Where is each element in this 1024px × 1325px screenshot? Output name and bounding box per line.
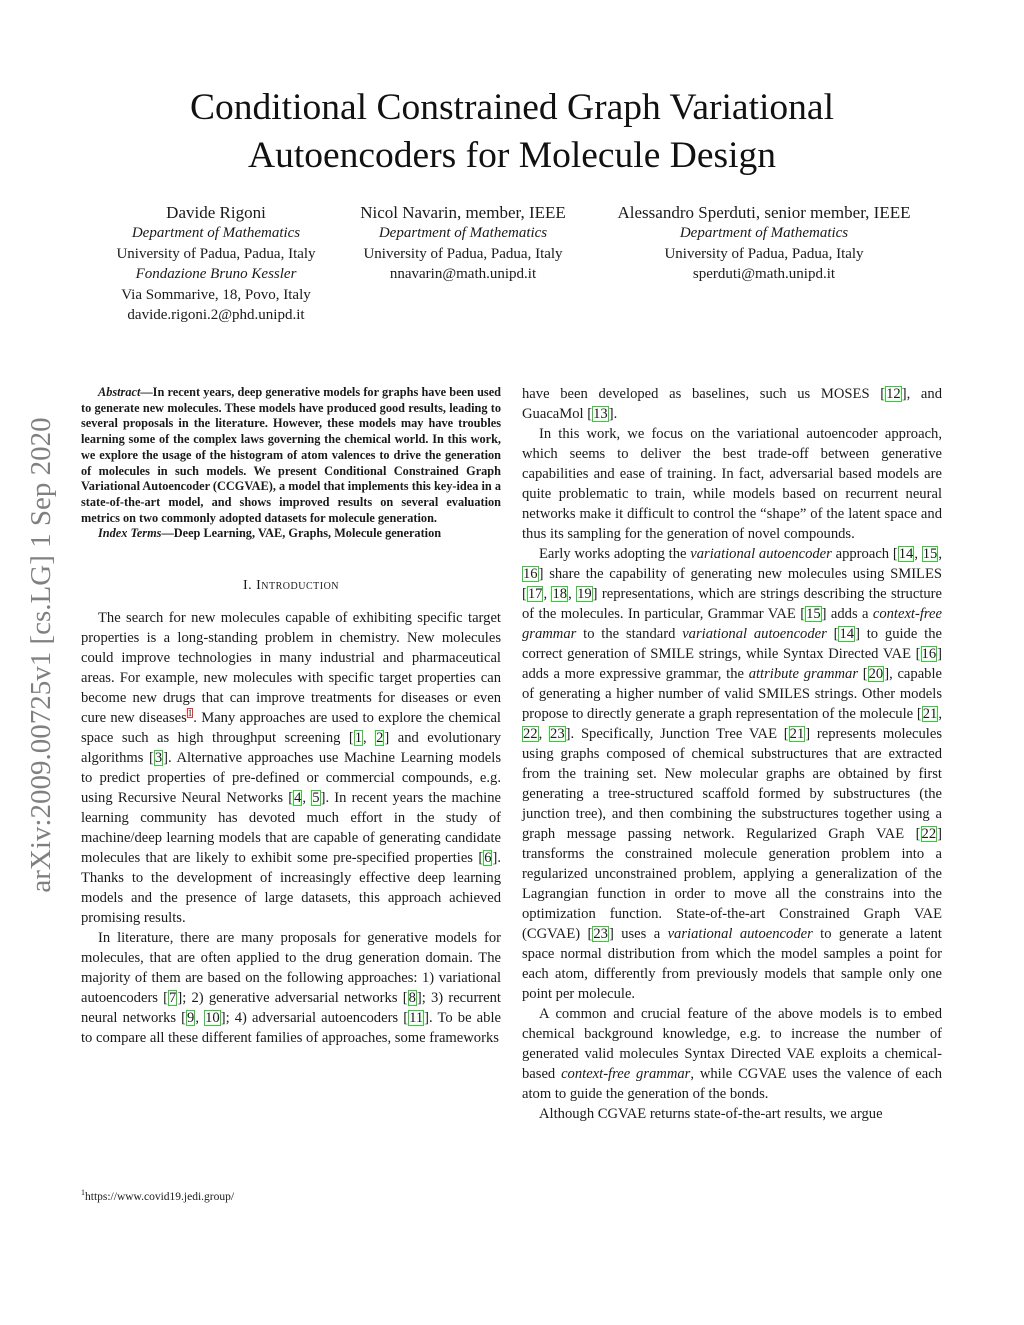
citation-link[interactable]: 3: [154, 750, 163, 767]
paragraph-text: ]; 4) adversarial autoencoders [: [220, 1010, 409, 1027]
paragraph-text: ,: [195, 1010, 205, 1027]
author-affiliation: University of Padua, Padua, Italy: [116, 245, 316, 262]
citation-link[interactable]: 9: [187, 1010, 195, 1027]
paragraph-text: ,: [538, 726, 550, 742]
author-email[interactable]: nnavarin@math.unipd.it: [389, 266, 537, 282]
paragraph-text: ,: [568, 586, 577, 602]
paragraph-text: ,: [302, 790, 312, 807]
abstract-label: Abstract: [98, 385, 141, 399]
section-number: I.: [242, 578, 253, 594]
author-affiliation: University of Padua, Padua, Italy: [664, 245, 864, 262]
citation-link[interactable]: 20: [868, 666, 884, 682]
index-terms-text: —Deep Learning, VAE, Graphs, Molecule generation: [161, 526, 442, 541]
paragraph-text: to generate a latent space normal distribution from which the model samples a point for each atom, differently from previously models that sample only one point per molecule.: [522, 926, 942, 1002]
abstract-text: —In recent years, deep generative models for graphs have been used to generate new molecules. These models have produced good results, leading to several proposals in the literature. However, these models may have troubles learning some of the complex laws governing the chemical world. In this work, we explore the usage of the histogram of atom valences to drive the generation of molecules in such models. We present Conditional Constrained Graph Variational Autoencoder (CCGVAE), a model that implements this key-idea in a state-of-the-art model, and shows improved results on several evaluation metrics on two commonly adopted datasets for molecule generation.: [81, 385, 501, 525]
paragraph-text: ] transforms the constrained molecule generation problem into a regularized unconstrained problem, applying a generalization of the Lagrangian function in order to move all the constrains into the optimization function. State-of-the-art Constrained Graph VAE (CGVAE) [: [522, 826, 942, 942]
citation-link[interactable]: 12: [886, 386, 901, 402]
author-affiliation-2: Fondazione Bruno Kessler: [135, 266, 297, 282]
citation-link[interactable]: 23: [550, 726, 565, 742]
paragraph-text: ]. Alternative approaches use Machine Learning models to predict properties of pre-defined or commercial compounds, e.g. using Recursive Neural Networks [: [81, 750, 501, 807]
emphasis: attribute grammar: [748, 666, 859, 682]
citation-link[interactable]: 7: [169, 990, 177, 1007]
citation-link[interactable]: 2: [376, 730, 384, 747]
paragraph-text: ]. Thanks to the development of increasingly effective deep learning models and the presence of large datasets, this approach achieved promising results.: [81, 850, 501, 927]
citation-link[interactable]: 18: [552, 586, 568, 602]
paragraph-text: [: [826, 626, 839, 642]
citation-link[interactable]: 16: [523, 566, 538, 582]
paragraph-text: ,: [914, 546, 922, 562]
paper-title: [0, 84, 1024, 180]
paragraph-text: . Many approaches are used to explore the chemical space such as high throughput screening [: [81, 710, 501, 747]
citation-link[interactable]: 15: [806, 606, 821, 622]
paragraph-text: ,: [543, 586, 552, 602]
emphasis: context-free grammar: [561, 1066, 691, 1082]
paragraph-text: ,: [363, 730, 376, 747]
paragraph-text: ,: [938, 546, 942, 562]
citation-link[interactable]: 22: [921, 826, 937, 842]
citation-link[interactable]: 22: [523, 726, 538, 742]
paragraph-text: ]; 3) recurrent neural networks [: [81, 990, 501, 1027]
title-line: Conditional Constrained Graph Variational: [190, 87, 834, 128]
paragraph-text: ]. To be able to compare all these different families of approaches, some frameworks: [81, 1010, 501, 1047]
emphasis: context-free grammar: [522, 606, 942, 642]
citation-link[interactable]: 11: [409, 1010, 424, 1027]
paragraph-text: ] represents molecules using graphs composed of chemical substructures that are extracted from the training set. New molecular graphs are obtained by first generating a tree-structured scaffold formed by substructures (the junction tree), and then combining the substructures together using a graph message passing network. Regularized Graph VAE [: [522, 726, 943, 842]
paragraph-text: ] adds a: [821, 606, 873, 622]
emphasis: variational autoencoder: [690, 546, 832, 562]
footnote-mark: 1: [81, 1188, 85, 1197]
author-block-2: [338, 202, 588, 285]
intro-paragraph-1: [81, 608, 501, 928]
paragraph-text: ] adds a more expressive grammar, the: [522, 646, 942, 682]
paragraph-text: ], capable of generating a higher number of valid SMILES strings. Other models propose to directly generate a graph representation of the molecule [: [522, 666, 943, 722]
paragraph-text: have been developed as baselines, such us MOSES [: [522, 386, 886, 402]
footnote-link[interactable]: 1: [187, 708, 193, 719]
paragraph-text: ].: [608, 406, 618, 422]
paragraph-text: ] share the capability of generating new molecules using SMILES [: [522, 566, 942, 602]
continued-paragraph: [522, 384, 942, 424]
author-name: Alessandro Sperduti, senior member, IEEE: [617, 203, 911, 222]
footnote-url[interactable]: https://www.covid19.jedi.group/: [85, 1190, 235, 1203]
paragraph-text: to the standard: [576, 626, 683, 642]
citation-link[interactable]: 16: [921, 646, 937, 662]
paragraph-text: ], and GuacaMol [: [522, 386, 942, 422]
citation-link[interactable]: 6: [484, 850, 492, 867]
paragraph-early-works: [522, 544, 942, 1004]
footnote: [81, 1185, 234, 1205]
paragraph-text: ]; 2) generative adversarial networks [: [177, 990, 408, 1007]
citation-link[interactable]: 21: [789, 726, 805, 742]
paragraph-text: ] to guide the correct generation of SMILE strings, while Syntax Directed VAE [: [522, 626, 942, 662]
citation-link[interactable]: 17: [527, 586, 543, 602]
abstract: [81, 385, 501, 542]
citation-link[interactable]: 19: [577, 586, 592, 602]
paragraph-text: In literature, there are many proposals for generative models for molecules, that are often applied to the drug generation domain. The majority of them are based on the following approaches: 1) variational autoencoders [: [81, 930, 501, 1007]
paragraph-text: ]. In recent years the machine learning community has devoted much effort in the study of machine/deep learning models that are capable of generating candidate molecules that are likely to exhibit some pre-specified properties [: [81, 790, 501, 867]
paragraph-text: ,: [938, 706, 942, 722]
citation-link[interactable]: 5: [312, 790, 320, 807]
author-name: Davide Rigoni: [166, 203, 266, 222]
author-department: Department of Mathematics: [679, 225, 849, 241]
citation-link[interactable]: 15: [922, 546, 938, 562]
author-affiliation: University of Padua, Padua, Italy: [363, 245, 563, 262]
author-email[interactable]: sperduti@math.unipd.it: [692, 266, 836, 282]
citation-link[interactable]: 14: [839, 626, 855, 642]
paragraph-text: ] and evolutionary algorithms [: [81, 730, 501, 767]
citation-link[interactable]: 13: [593, 406, 608, 422]
paragraph-text: [: [858, 666, 868, 682]
citation-link[interactable]: 23: [593, 926, 608, 942]
right-column: [522, 384, 942, 1124]
paragraph-common-feature: [522, 1004, 942, 1104]
author-email[interactable]: davide.rigoni.2@phd.unipd.it: [127, 307, 305, 323]
author-department: Department of Mathematics: [131, 225, 301, 241]
citation-link[interactable]: 8: [408, 990, 416, 1007]
paragraph-text: ]. Specifically, Junction Tree VAE [: [565, 726, 789, 742]
title-line: Autoencoders for Molecule Design: [248, 135, 776, 176]
paragraph-although: Although CGVAE returns state-of-the-art results, we argue: [539, 1106, 883, 1122]
paragraph-text: ] uses a: [608, 926, 668, 942]
arxiv-stamp: arXiv:2009.00725v1 [cs.LG] 1 Sep 2020: [25, 417, 57, 893]
section-heading: [81, 576, 501, 596]
paragraph-text: approach [: [831, 546, 898, 562]
emphasis: variational autoencoder: [682, 626, 827, 642]
section-title: Introduction: [256, 578, 340, 594]
citation-link[interactable]: 1: [354, 730, 363, 747]
paragraph-text: Early works adopting the: [539, 546, 691, 562]
paragraph-text: A common and crucial feature of the above models is to embed chemical background knowledge, e.g. to increase the number of generated valid molecules Syntax Directed VAE exploits a chemical-based: [522, 1006, 942, 1082]
citation-link[interactable]: 14: [898, 546, 914, 562]
emphasis: variational autoencoder: [667, 926, 813, 942]
paragraph-text: ] representations, which are strings describing the structure of the molecules. In particular, Grammar VAE [: [522, 586, 943, 622]
paragraph-text: , while CGVAE uses the valence of each atom to guide the generation of the bonds.: [522, 1066, 942, 1102]
author-block-1: [96, 202, 336, 326]
left-column: [81, 385, 501, 1048]
author-block-3: [594, 202, 934, 285]
paragraph-vae-focus: In this work, we focus on the variational autoencoder approach, which seems to deliver the best trade-off between generative capabilities and ease of training. In fact, adversarial based models are quite problematic to train, while models based on recurrent neural networks make it difficult to control the “shape” of the latent space and thus its sampling for the generation of novel compounds.: [522, 426, 942, 542]
paragraph-text: The search for new molecules capable of exhibiting specific target properties is a long-standing problem in chemistry. New molecules could improve technologies in many industrial and pharmaceutical areas. For example, new molecules with specific target properties can become new drugs that can improve treatments for diseases or even cure new diseases: [81, 610, 501, 727]
citation-link[interactable]: 21: [922, 706, 938, 722]
citation-link[interactable]: 10: [205, 1010, 220, 1027]
intro-paragraph-2: [81, 928, 501, 1048]
author-department: Department of Mathematics: [378, 225, 548, 241]
author-name: Nicol Navarin, member, IEEE: [360, 203, 566, 222]
author-address: Via Sommarive, 18, Povo, Italy: [121, 286, 311, 303]
citation-link[interactable]: 4: [294, 790, 302, 807]
index-terms-label: Index Terms: [98, 526, 162, 541]
